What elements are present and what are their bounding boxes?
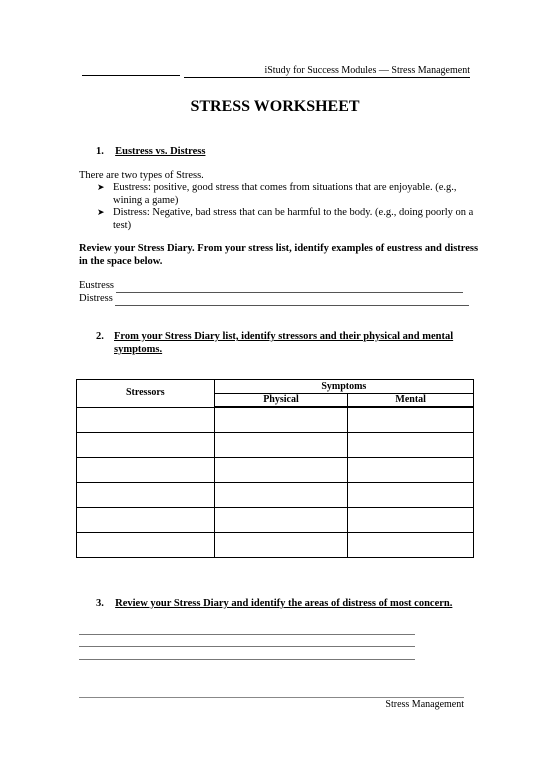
physical-cell[interactable] [214,508,348,533]
bullet-distress-text: Distress: Negative, bad stress that can be harmful to the body. (e.g., doing poorly on a test) [113,207,474,231]
arrow-bullet-icon: ➤ [97,207,105,217]
section-2-heading [96,331,476,356]
physical-header: Physical [214,394,348,408]
table-row [77,508,474,533]
mental-cell[interactable] [348,433,474,458]
section-1-heading [96,146,476,159]
answer-line[interactable] [79,659,415,660]
table-row [77,458,474,483]
header-left-rule [82,75,180,76]
mental-cell[interactable] [348,508,474,533]
stressors-table [76,379,474,558]
physical-cell[interactable] [214,533,348,558]
section-1-number: 1. [96,146,104,157]
physical-cell[interactable] [214,483,348,508]
running-header: iStudy for Success Modules — Stress Management [264,65,470,76]
section-3-title: Review your Stress Diary and identify the areas of distress of most concern. [115,598,453,609]
footer-text: Stress Management [385,699,464,710]
distress-label: Distress [79,293,113,304]
answer-line[interactable] [79,634,415,635]
table-row [77,483,474,508]
mental-cell[interactable] [348,533,474,558]
section-2-number: 2. [96,331,104,342]
answer-line[interactable] [79,646,415,647]
stressors-header: Stressors [77,380,215,408]
physical-cell[interactable] [214,433,348,458]
bullet-distress [97,207,479,232]
stressor-cell[interactable] [77,407,215,433]
table-row [77,433,474,458]
mental-header: Mental [348,394,474,408]
distress-input-line[interactable] [115,295,469,306]
section-2-title: From your Stress Diary list, identify stressors and their physical and mental symptoms. [114,331,454,355]
table-row [77,407,474,433]
physical-cell[interactable] [214,407,348,433]
mental-cell[interactable] [348,407,474,433]
section-1-instruction: Review your Stress Diary. From your stress list, identify examples of eustress and distress in the space below. [79,243,479,267]
physical-cell[interactable] [214,458,348,483]
mental-cell[interactable] [348,483,474,508]
mental-cell[interactable] [348,458,474,483]
stressor-cell[interactable] [77,433,215,458]
stressor-cell[interactable] [77,458,215,483]
stressor-cell[interactable] [77,483,215,508]
table-row [77,533,474,558]
distress-row [79,293,469,306]
symptoms-header: Symptoms [214,380,473,394]
section-3-heading [96,598,476,611]
arrow-bullet-icon: ➤ [97,182,105,192]
section-3-number: 3. [96,598,104,609]
section-1-title: Eustress vs. Distress [115,146,206,157]
bullet-eustress [97,182,479,207]
footer-rule [79,697,464,698]
eustress-input-line[interactable] [116,282,463,293]
section-1-intro: There are two types of Stress. [79,170,204,181]
stressor-cell[interactable] [77,533,215,558]
bullet-eustress-text: Eustress: positive, good stress that comes from situations that are enjoyable. (e.g., wining a game) [113,182,457,206]
eustress-label: Eustress [79,280,114,291]
page-title: STRESS WORKSHEET [190,98,360,115]
stressor-cell[interactable] [77,508,215,533]
eustress-row [79,280,469,293]
header-underline [184,77,470,78]
